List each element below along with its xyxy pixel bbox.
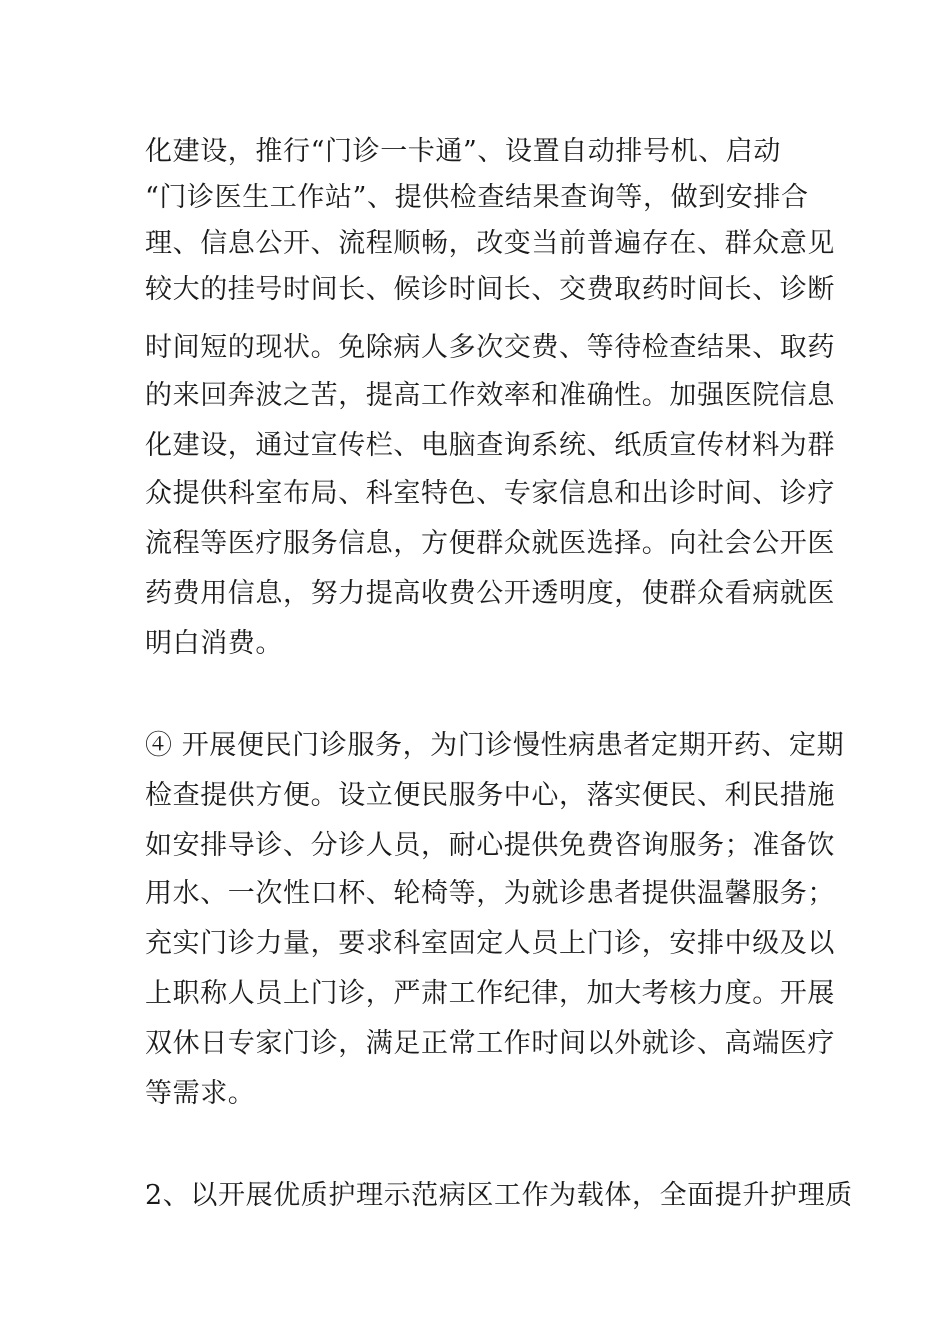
- paragraph-3-line-1: 2、以开展优质护理示范病区工作为载体，全面提升护理质: [145, 1180, 853, 1211]
- paragraph-2-line-4: 用水、一次性口杯、轮椅等，为就诊患者提供温馨服务；: [145, 878, 835, 909]
- paragraph-1-line-5: 时间短的现状。免除病人多次交费、等待检查结果、取药: [145, 332, 835, 363]
- paragraph-2-line-3: 如安排导诊、分诊人员，耐心提供免费咨询服务；准备饮: [145, 830, 835, 861]
- paragraph-2-line-8: 等需求。: [145, 1078, 256, 1109]
- paragraph-2-line-6: 上职称人员上门诊，严肃工作纪律，加大考核力度。开展: [145, 978, 835, 1009]
- paragraph-1-line-9: 流程等医疗服务信息，方便群众就医选择。向社会公开医: [145, 528, 835, 559]
- paragraph-1-line-3: 理、信息公开、流程顺畅，改变当前普遍存在、群众意见: [145, 228, 835, 259]
- paragraph-2-line-2: 检查提供方便。设立便民服务中心，落实便民、利民措施: [145, 780, 835, 811]
- paragraph-1-line-8: 众提供科室布局、科室特色、专家信息和出诊时间、诊疗: [145, 478, 835, 509]
- paragraph-2-line-1: ④ 开展便民门诊服务，为门诊慢性病患者定期开药、定期: [145, 730, 845, 761]
- paragraph-1-line-11: 明白消费。: [145, 628, 283, 659]
- paragraph-1-line-2: “门诊医生工作站”、提供检查结果查询等，做到安排合: [145, 182, 809, 213]
- paragraph-1-line-6: 的来回奔波之苦，提高工作效率和准确性。加强医院信息: [145, 380, 835, 411]
- paragraph-1-line-4: 较大的挂号时间长、候诊时间长、交费取药时间长、诊断: [145, 274, 835, 305]
- paragraph-1-line-10: 药费用信息，努力提高收费公开透明度，使群众看病就医: [145, 578, 835, 609]
- paragraph-1-line-1: 化建设，推行“门诊一卡通”、设置自动排号机、启动: [145, 136, 782, 167]
- paragraph-2-line-5: 充实门诊力量，要求科室固定人员上门诊，安排中级及以: [145, 928, 835, 959]
- paragraph-2-line-7: 双休日专家门诊，满足正常工作时间以外就诊、高端医疗: [145, 1028, 835, 1059]
- paragraph-1-line-7: 化建设，通过宣传栏、电脑查询系统、纸质宣传材料为群: [145, 430, 835, 461]
